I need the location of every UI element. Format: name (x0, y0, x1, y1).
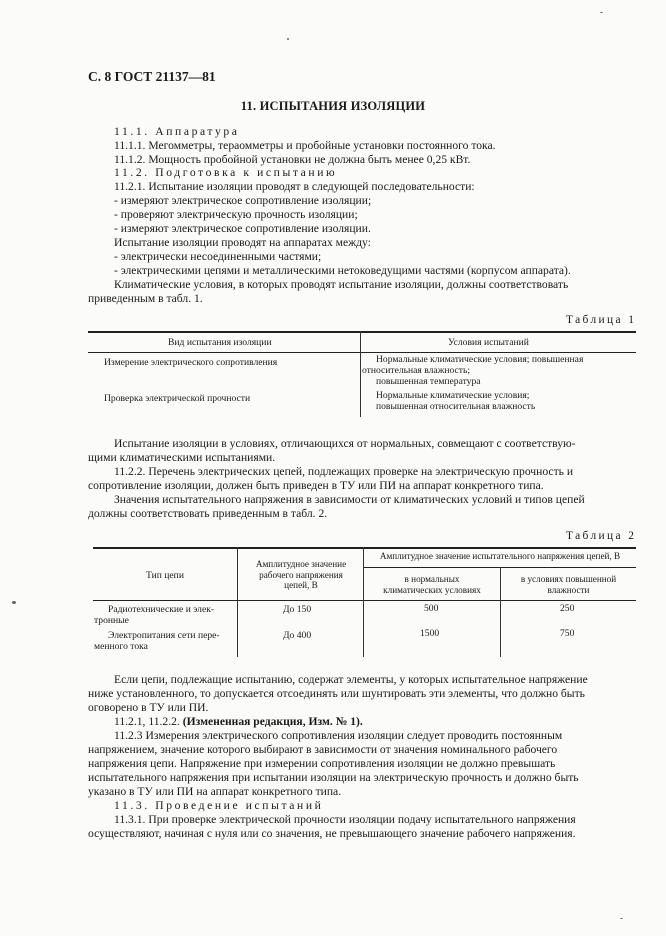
table2-cell-type: менного тока (94, 641, 148, 652)
list-item: - электрическими цепями и металлическими нетоковедущими частями (корпусом аппарата). (114, 264, 571, 277)
list-item: - проверяют электрическую прочность изоляции; (114, 208, 358, 221)
paragraph-line: 11.1.1. Мегомметры, тераомметры и пробойные установки постоянного тока. (114, 139, 496, 152)
list-item: - измеряют электрическое сопротивление изоляции. (114, 222, 371, 235)
table2-cell-working: До 150 (283, 604, 312, 615)
paragraph-line: 11.2.1. Испытание изоляции проводят в следующей последовательности: (114, 180, 475, 193)
table1-cell-conditions: повышенная относительная влажность (376, 401, 536, 412)
table1-cell-kind: Проверка электрической прочности (104, 393, 251, 404)
table2-header-type: Тип цепи (146, 570, 184, 581)
paragraph-line: оговорено в ТУ или ПИ. (88, 701, 209, 714)
table2-caption: Таблица 2 (566, 530, 637, 542)
table1-header-conditions: Условия испытаний (448, 337, 529, 348)
scan-speck (600, 12, 603, 13)
subsection-heading: 11.1. Аппаратура (114, 125, 240, 138)
edit-note (114, 715, 363, 729)
section-title: 11. ИСПЫТАНИЯ ИЗОЛЯЦИИ (240, 99, 426, 113)
table2-cell-humid: 750 (560, 628, 575, 639)
table2-header-working: Амплитудное значение рабочего напряжения цепей, В (255, 559, 347, 590)
paragraph-line: Климатические условия, в которых проводят испытание изоляции, должны соответствовать (114, 278, 569, 291)
paragraph-line: Если цепи, подлежащие испытанию, содержат элементы, у которых испытательное напряжение (114, 673, 588, 686)
table2-cell-normal: 500 (424, 603, 439, 614)
edit-note-text: (Измененная редакция, Изм. № 1). (182, 715, 363, 728)
table1-cell-kind: Измерение электрического сопротивления (104, 357, 278, 368)
paragraph-line: 11.1.2. Мощность пробойной установки не должна быть менее 0,25 кВт. (114, 153, 471, 166)
paragraph-line: Испытание изоляции проводят на аппаратах между: (114, 236, 371, 249)
paragraph-line: испытательного напряжения при испытании изоляции на электрическую прочность и должно быть (88, 771, 579, 784)
paragraph-line: Испытание изоляции в условиях, отличающихся от нормальных, совмещают с соответствую- (114, 437, 576, 450)
table2-header-normal: в нормальных климатических условиях (383, 574, 481, 595)
subsection-heading: 11.3. Проведение испытаний (114, 799, 324, 812)
table1-cell-conditions: Нормальные климатические условия; (376, 390, 530, 401)
paragraph-line: 11.2.2. Перечень электрических цепей, подлежащих проверке на электрическую прочность и (114, 465, 574, 478)
paragraph-line: 11.3.1. При проверке электрической прочности изоляции подачу испытательного напряжения (114, 813, 576, 826)
table2-cell-working: До 400 (283, 630, 312, 641)
table2-header-test-group: Амплитудное значение испытательного напряжения цепей, В (379, 551, 621, 561)
table2-cell-type: тронные (94, 615, 129, 626)
table1-cell-conditions: относительная влажность; (362, 365, 470, 376)
list-item: - измеряют электрическое сопротивление изоляции; (114, 194, 372, 207)
paragraph-line: Значения испытательного напряжения в зависимости от климатических условий и типов цепей (114, 493, 585, 506)
paragraph-line: должны соответствовать приведенным в табл. 2. (88, 507, 328, 520)
list-item: - электрически несоединенными частями; (114, 250, 322, 263)
table2-cell-normal: 1500 (420, 628, 440, 639)
table2-cell-type: Радиотехнические и элек- (108, 604, 215, 615)
scan-speck (287, 38, 289, 40)
table1-header-kind: Вид испытания изоляции (168, 337, 272, 348)
scan-speck (12, 601, 16, 604)
paragraph-line: ниже установленного, то допускается отсоединять или шунтировать эти элементы, что должно быть (88, 687, 585, 700)
table2-cell-humid: 250 (560, 603, 575, 614)
table1-caption: Таблица 1 (566, 314, 637, 326)
table1-cell-conditions: повышенная температура (376, 376, 481, 387)
table2-cell-type: Электропитания сети пере- (108, 630, 220, 641)
paragraph-line: приведенным в табл. 1. (88, 292, 203, 305)
subsection-heading: 11.2. Подготовка к испытанию (114, 166, 338, 179)
table1-cell-conditions: Нормальные климатические условия; повышенная (376, 354, 584, 365)
paragraph-line: щими климатическими испытаниями. (88, 451, 276, 464)
paragraph-line: сопротивление изоляции, должен быть приведен в ТУ или ПИ на аппарат конкретного типа. (88, 479, 544, 492)
paragraph-line: указано в ТУ или ПИ на аппарат конкретного типа. (88, 785, 342, 798)
scan-speck (620, 918, 623, 919)
paragraph-line: осуществляют, начиная с нуля или со значения, не превышающего значение рабочего напряжения. (88, 827, 576, 840)
table2-header-humid: в условиях повышенной влажности (520, 574, 617, 595)
page-header: С. 8 ГОСТ 21137—81 (88, 69, 216, 84)
paragraph-line: напряжением, значение которого выбирают в зависимости от значения номинального рабочего (88, 743, 558, 756)
paragraph-line: напряжения цепи. Напряжение при измерении сопротивления изоляции не должно превышать (88, 757, 556, 770)
paragraph-line: 11.2.3 Измерения электрического сопротивления изоляции следует проводить постоянным (114, 729, 563, 742)
edit-note-refs: 11.2.1, 11.2.2. (114, 715, 180, 728)
